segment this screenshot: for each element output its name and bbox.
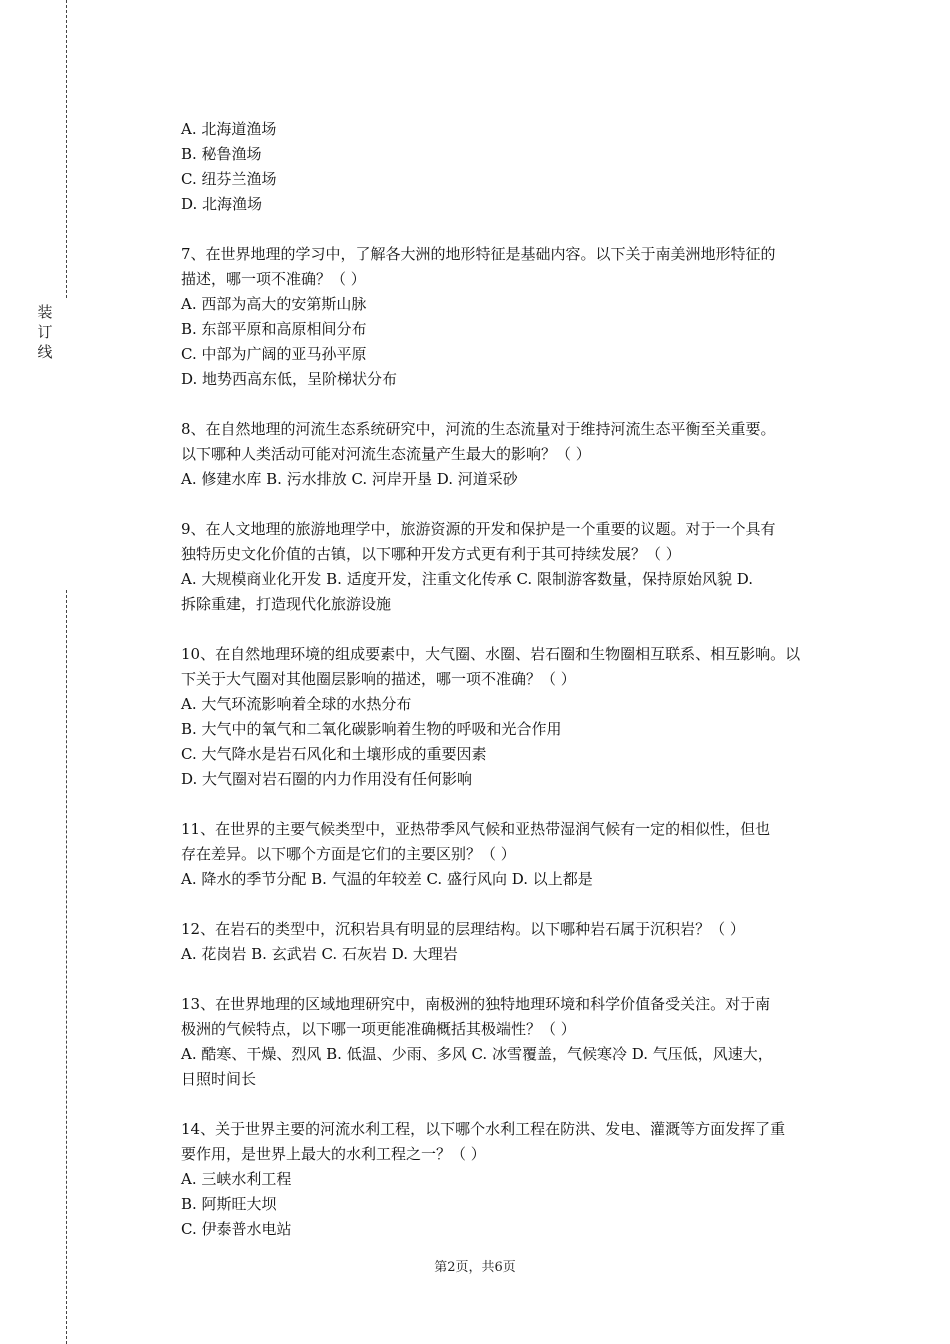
option-line: D. 北海渔场 <box>181 195 263 213</box>
question-stem-line: 存在差异。以下哪个方面是它们的主要区别？（ ） <box>181 845 516 863</box>
question-stem-line: 要作用，是世界上最大的水利工程之一？（ ） <box>181 1145 486 1163</box>
page-footer: 第2页，共6页 <box>434 1260 516 1275</box>
question-stem-line: 极洲的气候特点，以下哪一项更能准确概括其极端性？（ ） <box>181 1020 576 1038</box>
question-stem-line: 13、在世界地理的区域地理研究中，南极洲的独特地理环境和科学价值备受关注。对于南 <box>181 995 771 1013</box>
option-line: A. 修建水库 B. 污水排放 C. 河岸开垦 D. 河道采砂 <box>181 470 518 488</box>
binding-line-top <box>66 0 67 298</box>
top-options <box>181 117 839 217</box>
option-line: B. 阿斯旺大坝 <box>181 1195 277 1213</box>
option-line: A. 大气环流影响着全球的水热分布 <box>181 695 412 713</box>
question-8 <box>181 417 839 492</box>
option-line: C. 中部为广阔的亚马孙平原 <box>181 345 367 363</box>
question-content <box>181 117 839 1242</box>
option-line: A. 酷寒、干燥、烈风 B. 低温、少雨、多风 C. 冰雪覆盖，气候寒冷 D. 气压低，风速大， <box>181 1045 773 1063</box>
question-stem-line: 描述，哪一项不准确？（ ） <box>181 270 366 288</box>
option-line: C. 伊泰普水电站 <box>181 1220 292 1238</box>
question-9 <box>181 517 839 617</box>
binding-line-bottom <box>66 590 67 1344</box>
question-stem-line: 10、在自然地理环境的组成要素中，大气圈、水圈、岩石圈和生物圈相互联系、相互影响。以 <box>181 645 801 663</box>
question-13 <box>181 992 839 1092</box>
question-stem-line: 下关于大气圈对其他圈层影响的描述，哪一项不准确？（ ） <box>181 670 576 688</box>
question-stem-line: 7、在世界地理的学习中，了解各大洲的地形特征是基础内容。以下关于南美洲地形特征的 <box>181 245 776 263</box>
option-line: D. 地势西高东低，呈阶梯状分布 <box>181 370 398 388</box>
question-12 <box>181 917 839 967</box>
option-line: B. 秘鲁渔场 <box>181 145 262 163</box>
question-stem-line: 独特历史文化价值的古镇，以下哪种开发方式更有利于其可持续发展？（ ） <box>181 545 681 563</box>
option-line: A. 三峡水利工程 <box>181 1170 292 1188</box>
option-line: 拆除重建，打造现代化旅游设施 <box>181 595 392 613</box>
option-line: A. 降水的季节分配 B. 气温的年较差 C. 盛行风向 D. 以上都是 <box>181 870 593 888</box>
question-10 <box>181 642 839 792</box>
question-stem-line: 11、在世界的主要气候类型中，亚热带季风气候和亚热带湿润气候有一定的相似性，但也 <box>181 820 771 838</box>
option-line: A. 北海道渔场 <box>181 120 277 138</box>
option-line: B. 大气中的氧气和二氧化碳影响着生物的呼吸和光合作用 <box>181 720 562 738</box>
option-line: C. 纽芬兰渔场 <box>181 170 277 188</box>
option-line: A. 西部为高大的安第斯山脉 <box>181 295 367 313</box>
question-stem-line: 以下哪种人类活动可能对河流生态流量产生最大的影响？（ ） <box>181 445 591 463</box>
question-7 <box>181 242 839 392</box>
option-line: A. 花岗岩 B. 玄武岩 C. 石灰岩 D. 大理岩 <box>181 945 458 963</box>
question-14 <box>181 1117 839 1242</box>
binding-margin <box>30 0 70 1344</box>
binding-label: 装订线 <box>37 303 53 361</box>
option-line: 日照时间长 <box>181 1070 257 1088</box>
option-line: C. 大气降水是岩石风化和土壤形成的重要因素 <box>181 745 487 763</box>
option-line: B. 东部平原和高原相间分布 <box>181 320 367 338</box>
question-11 <box>181 817 839 892</box>
option-line: D. 大气圈对岩石圈的内力作用没有任何影响 <box>181 770 473 788</box>
question-stem-line: 8、在自然地理的河流生态系统研究中，河流的生态流量对于维持河流生态平衡至关重要。 <box>181 420 776 438</box>
question-stem-line: 14、关于世界主要的河流水利工程，以下哪个水利工程在防洪、发电、灌溉等方面发挥了重 <box>181 1120 786 1138</box>
question-stem-line: 12、在岩石的类型中，沉积岩具有明显的层理结构。以下哪种岩石属于沉积岩？（ ） <box>181 920 745 938</box>
option-line: A. 大规模商业化开发 B. 适度开发，注重文化传承 C. 限制游客数量，保持原始风貌 D. <box>181 570 753 588</box>
question-stem-line: 9、在人文地理的旅游地理学中，旅游资源的开发和保护是一个重要的议题。对于一个具有 <box>181 520 776 538</box>
